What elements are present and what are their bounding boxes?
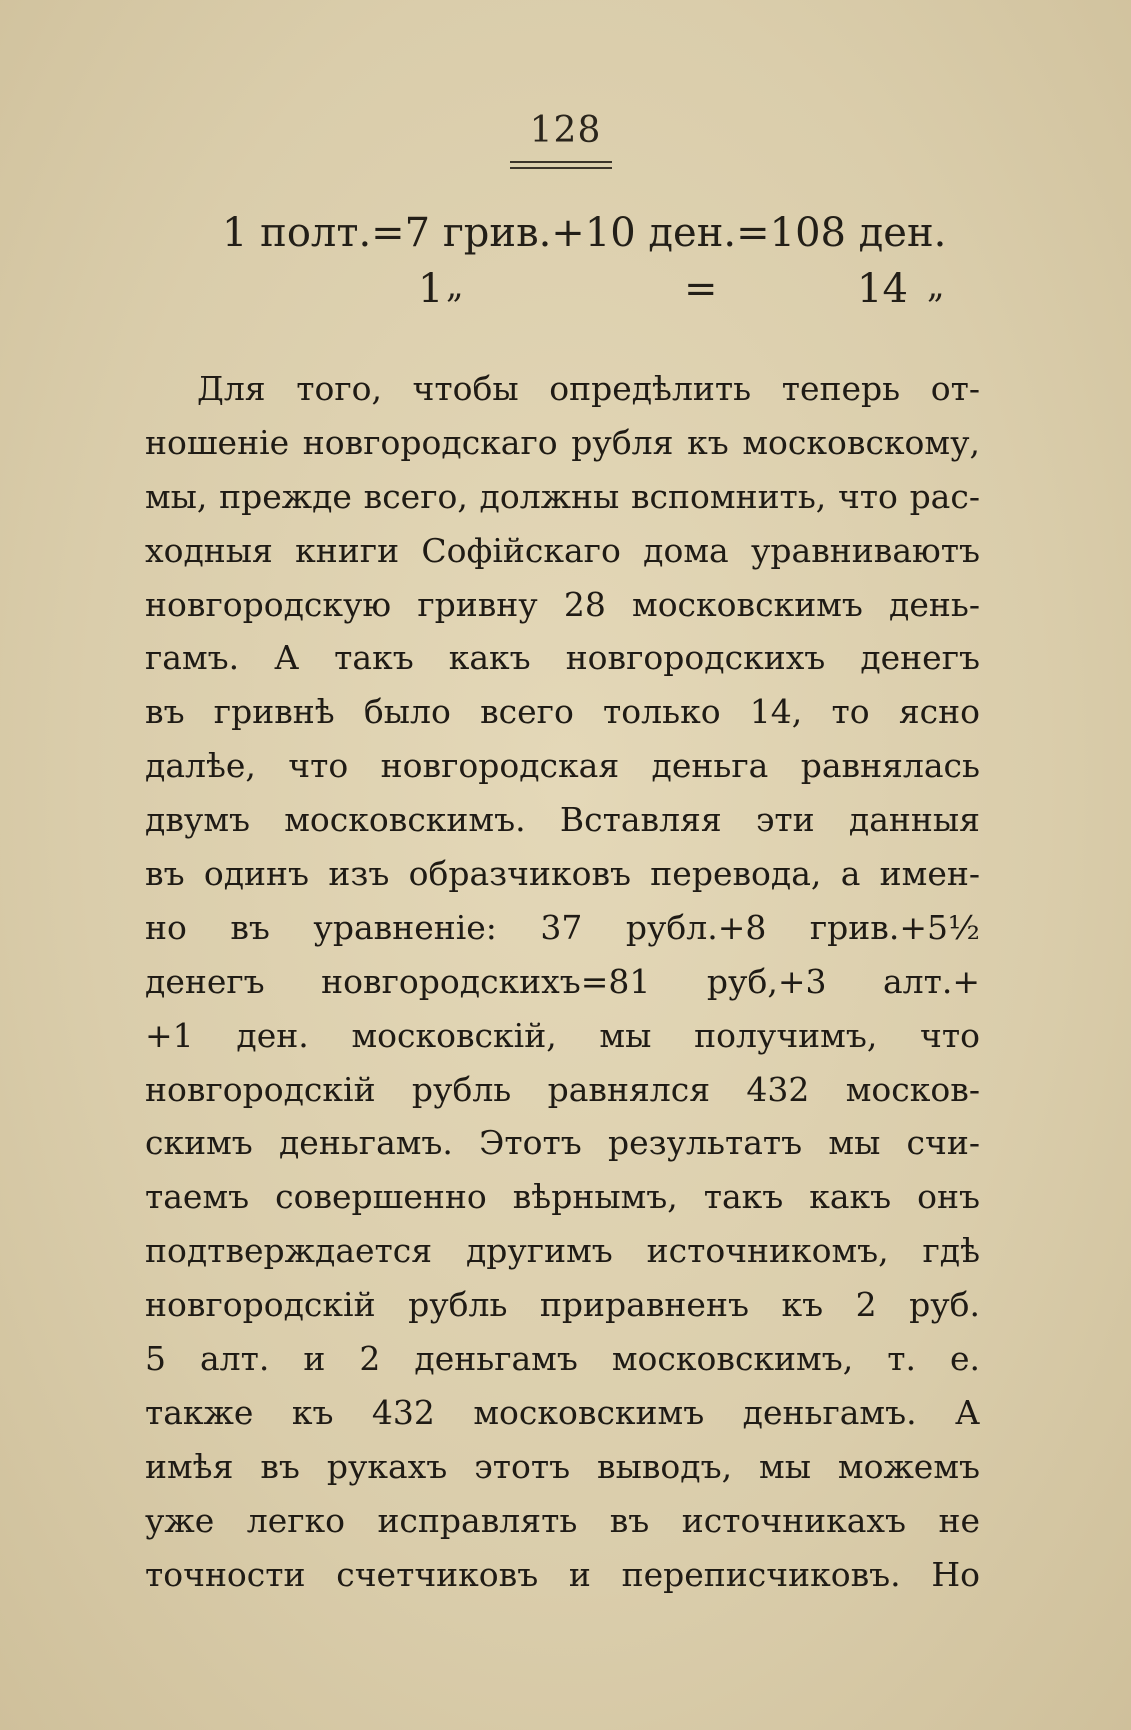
text-line: +1 ден. московскій, мы получимъ, что [145,1015,980,1055]
text-line: въ одинъ изъ образчиковъ перевода, а имен- [145,854,980,894]
equation-line-2-equals: = [684,266,718,312]
text-line: ношеніе новгородскаго рубля къ московскому, [145,422,980,462]
text-line: также къ 432 московскимъ деньгамъ. А [145,1392,980,1432]
equation-line-1: 1 полт.=7 грив.+10 ден.=108 ден. [222,210,947,256]
paragraph [145,362,980,1601]
text-line: таемъ совершенно вѣрнымъ, такъ какъ онъ [145,1177,980,1217]
equation-line-2-left: 1 [418,266,444,312]
text-line: гамъ. А такъ какъ новгородскихъ денегъ [145,638,980,678]
equation-line-2-ditto-mark: „ [446,266,464,306]
header-rule-bottom [510,167,612,169]
text-line: ходныя книги Софійскаго дома уравниваютъ [145,530,980,570]
text-line: имѣя въ рукахъ этотъ выводъ, мы можемъ [145,1446,980,1486]
text-line: подтверждается другимъ источникомъ, гдѣ [145,1231,980,1271]
equation-line-2-right: 14 [857,266,908,312]
page-number: 128 [529,110,602,151]
text-line: въ гривнѣ было всего только 14, то ясно [145,692,980,732]
text-line: Для того, чтобы опредѣлить теперь от- [197,369,980,408]
text-line: мы, прежде всего, должны вспомнить, что рас- [145,476,980,516]
text-line: скимъ деньгамъ. Этотъ результатъ мы счи- [145,1123,980,1163]
text-line: уже легко исправлять въ источникахъ не [145,1500,980,1540]
text-line: двумъ московскимъ. Вставляя эти данныя [145,800,980,840]
text-line: новгородскій рубль приравненъ къ 2 руб. [145,1285,980,1325]
text-line: новгородскій рубль равнялся 432 москов- [145,1069,980,1109]
header-rule-top [510,161,612,163]
text-line: 5 алт. и 2 деньгамъ московскимъ, т. е. [145,1339,980,1379]
text-line: денегъ новгородскихъ=81 руб,+3 алт.+ [145,961,980,1001]
text-line: но въ уравненіе: 37 рубл.+8 грив.+5½ [145,907,980,947]
text-line: точности счетчиковъ и переписчиковъ. Но [145,1554,980,1594]
equation-line-2-ditto-mark-2: „ [927,266,945,306]
text-line: далѣе, что новгородская деньга равнялась [145,746,980,786]
text-line: новгородскую гривну 28 московскимъ день- [145,584,980,624]
